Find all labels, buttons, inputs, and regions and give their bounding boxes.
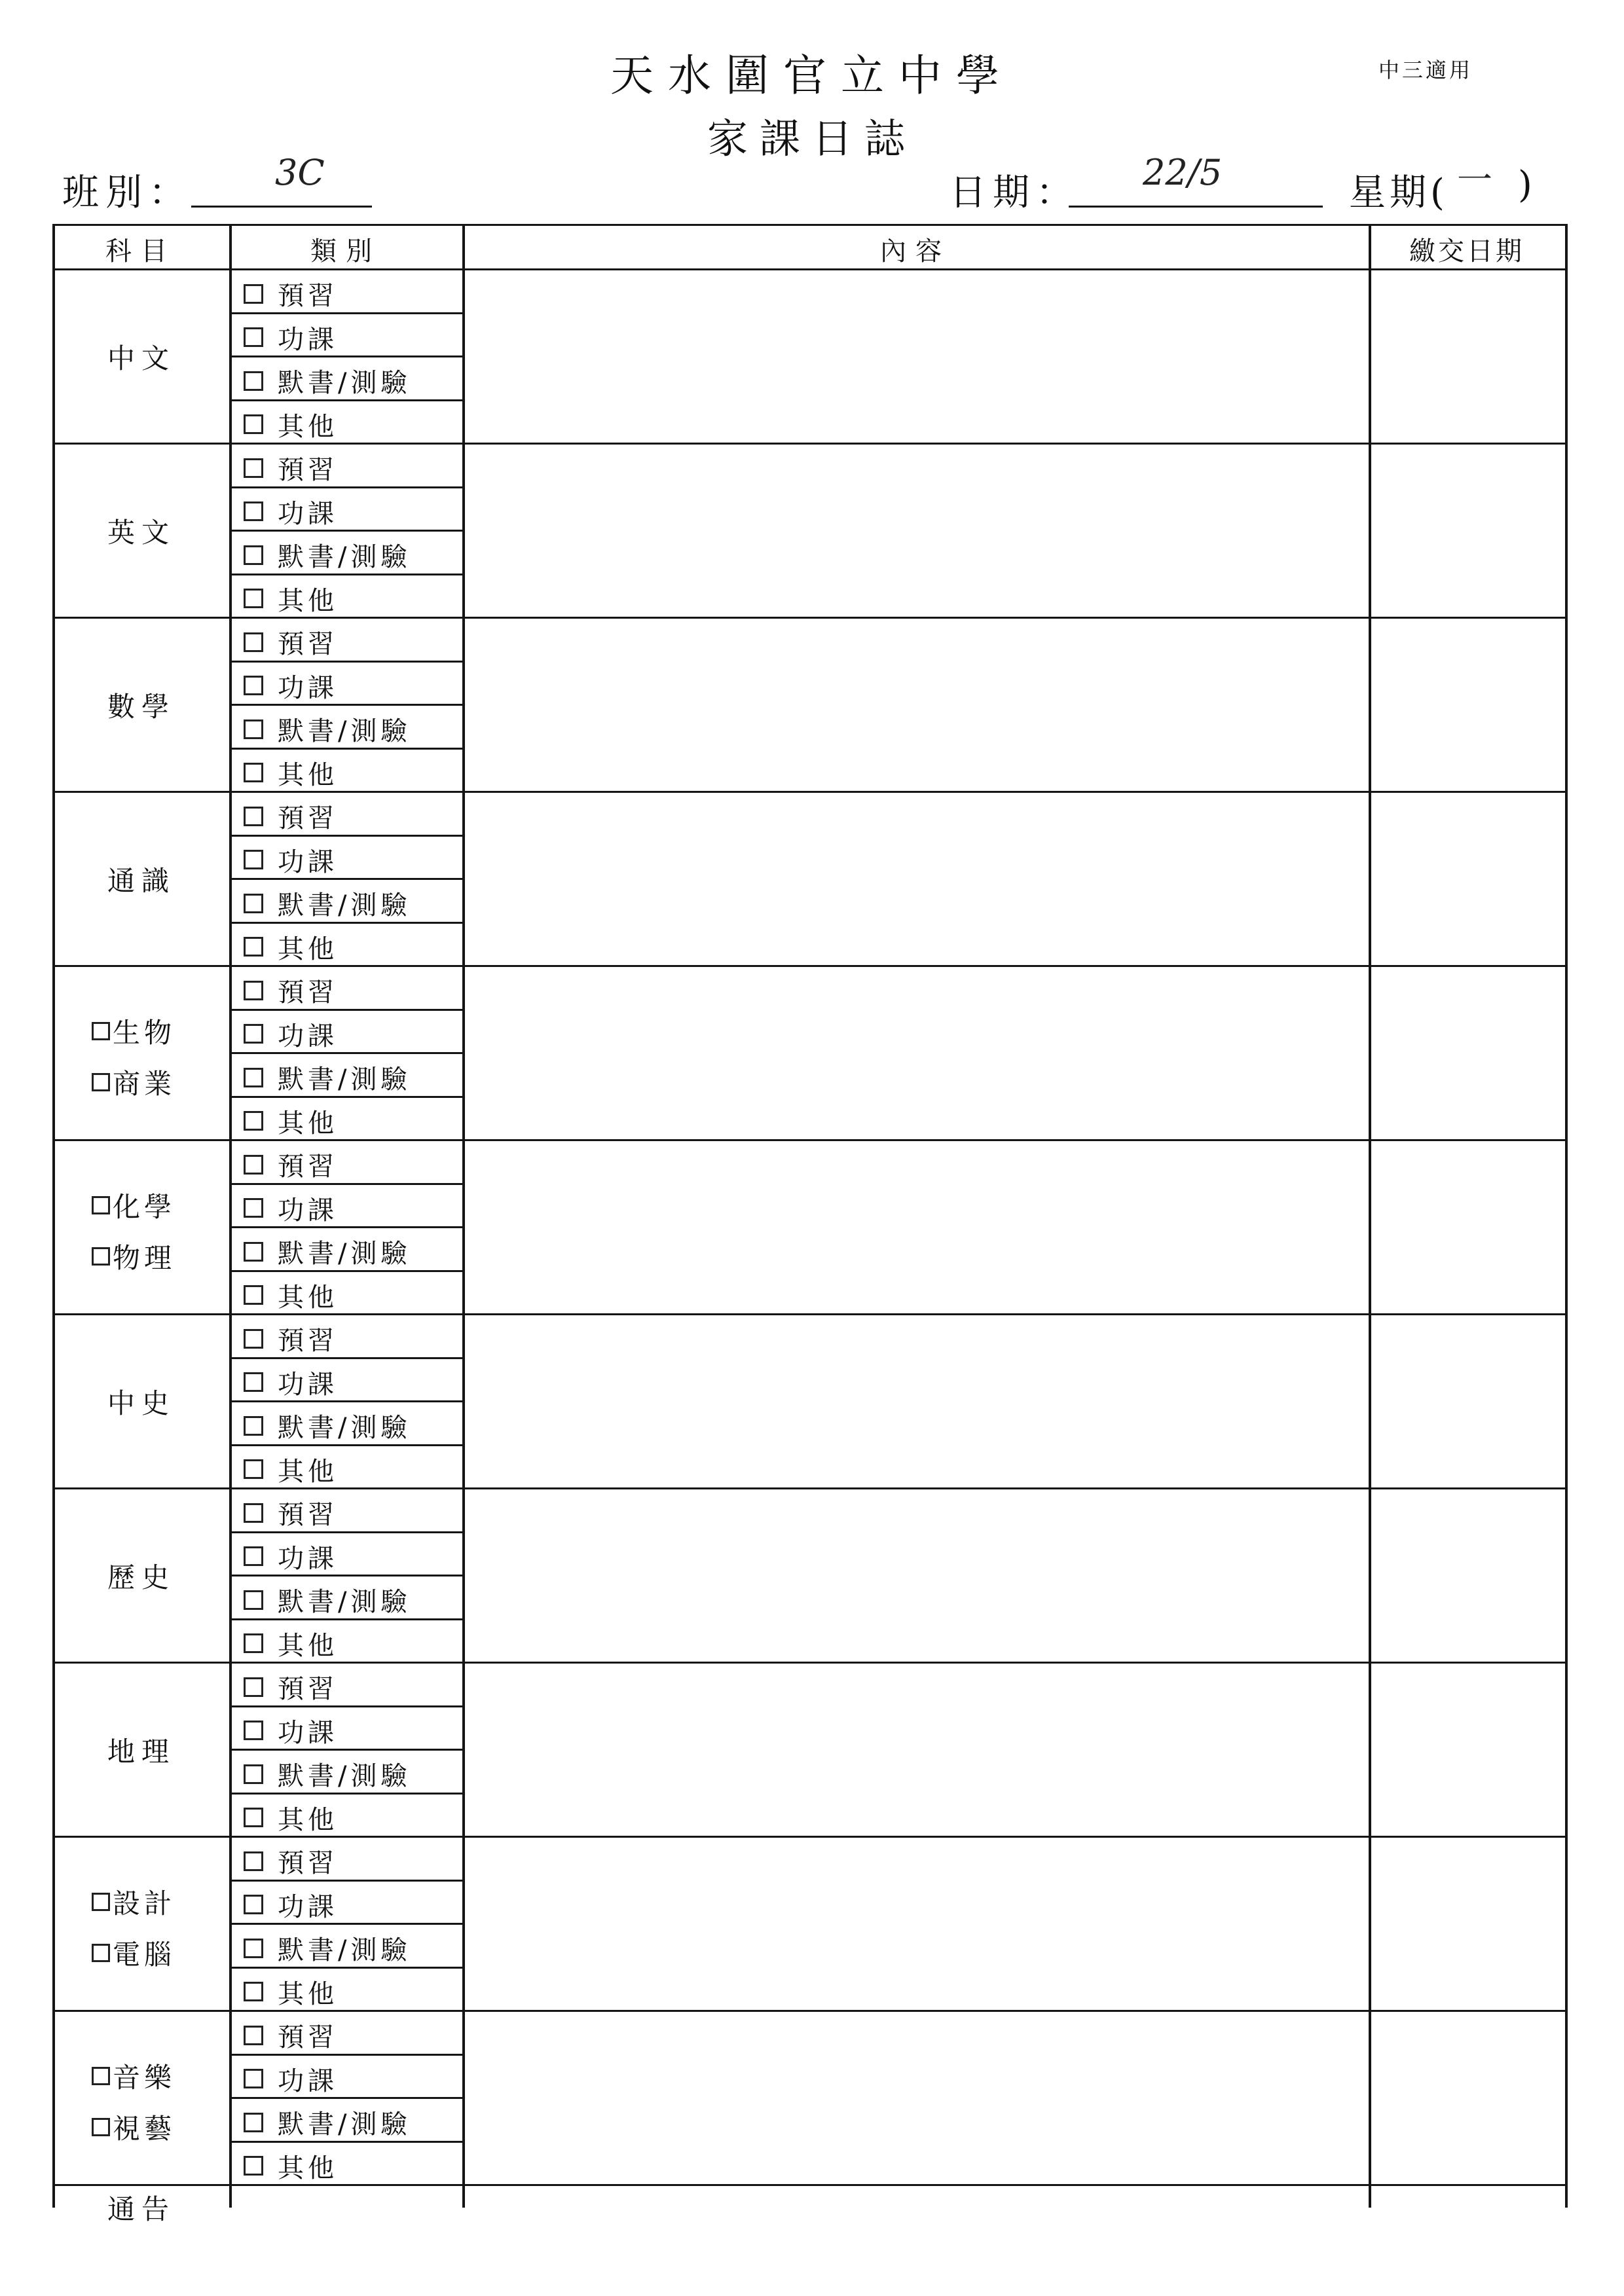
category-label: 功課: [278, 847, 338, 877]
checkbox-icon[interactable]: [244, 1503, 263, 1523]
category-label: 功課: [278, 1543, 338, 1574]
category-option[interactable]: [244, 1407, 411, 1444]
category-label: 默書/測驗: [278, 1413, 411, 1443]
checkbox-icon[interactable]: [92, 1247, 110, 1266]
table-right-border: [1565, 224, 1568, 2208]
checkbox-icon[interactable]: [244, 589, 263, 608]
category-label: 功課: [278, 1369, 338, 1400]
checkbox-icon[interactable]: [244, 1068, 263, 1087]
checkbox-icon[interactable]: [92, 2118, 110, 2136]
column-header-category: 類別: [310, 236, 381, 266]
subject-name: 音樂: [113, 2062, 176, 2094]
class-label: 班別：: [62, 172, 192, 214]
checkbox-icon[interactable]: [244, 1372, 263, 1392]
checkbox-icon[interactable]: [244, 676, 263, 695]
category-label: 默書/測驗: [278, 716, 411, 746]
due-date-cell[interactable]: [1371, 2012, 1565, 2184]
subject-name: 設計: [113, 1887, 176, 1920]
checkbox-icon[interactable]: [244, 1895, 263, 1914]
checkbox-icon[interactable]: [244, 1851, 263, 1871]
category-label: 預習: [278, 2022, 338, 2052]
category-option[interactable]: [244, 2147, 338, 2185]
due-date-cell[interactable]: [1371, 1664, 1565, 1836]
category-label: 預習: [278, 977, 338, 1008]
due-date-cell[interactable]: [1371, 1489, 1565, 1662]
category-label: 功課: [278, 1195, 338, 1226]
table-top-border: [52, 224, 1565, 226]
category-option[interactable]: [244, 319, 338, 356]
category-option[interactable]: [244, 1494, 338, 1531]
checkbox-icon[interactable]: [244, 807, 263, 826]
category-label: 其他: [278, 1282, 338, 1313]
checkbox-icon[interactable]: [244, 545, 263, 565]
content-cell[interactable]: [465, 793, 1369, 965]
category-label: 默書/測驗: [278, 1935, 411, 1965]
category-label: 功課: [278, 1717, 338, 1748]
checkbox-icon[interactable]: [244, 2069, 263, 2088]
class-underline: [191, 206, 372, 208]
category-label: 其他: [278, 1630, 338, 1661]
checkbox-icon[interactable]: [244, 981, 263, 1000]
checkbox-icon[interactable]: [92, 1893, 110, 1911]
category-label: 默書/測驗: [278, 1065, 411, 1095]
category-label: 其他: [278, 1108, 338, 1139]
category-label: 其他: [278, 759, 338, 790]
checkbox-icon[interactable]: [244, 1111, 263, 1131]
due-date-cell[interactable]: [1371, 445, 1565, 617]
checkbox-icon[interactable]: [244, 1285, 263, 1305]
category-option[interactable]: [244, 2104, 411, 2141]
category-label: 預習: [278, 1674, 338, 1704]
school-name: 天水圍官立中學: [610, 50, 1014, 101]
category-option[interactable]: [244, 449, 338, 486]
category-option[interactable]: [244, 1886, 338, 1923]
date-underline: [1069, 206, 1323, 208]
content-cell[interactable]: [465, 619, 1369, 791]
subject-choice[interactable]: [92, 2056, 175, 2096]
weekday-close: ): [1518, 164, 1539, 206]
category-option[interactable]: [244, 841, 338, 879]
checkbox-icon[interactable]: [92, 1196, 110, 1214]
category-label: 預習: [278, 803, 338, 833]
category-option[interactable]: [244, 1015, 338, 1053]
checkbox-icon[interactable]: [244, 763, 263, 782]
checkbox-icon[interactable]: [92, 2067, 110, 2085]
checkbox-icon[interactable]: [244, 720, 263, 739]
category-option[interactable]: [244, 1233, 411, 1270]
notice-label: 通告: [107, 2193, 175, 2225]
subject-name: 通識: [107, 865, 175, 897]
checkbox-icon[interactable]: [244, 1546, 263, 1566]
subject-name: 英文: [107, 517, 175, 549]
category-option[interactable]: [244, 1538, 338, 1575]
checkbox-icon[interactable]: [244, 371, 263, 391]
category-option[interactable]: [244, 1277, 338, 1314]
category-label: 預習: [278, 455, 338, 485]
column-header-due-date: 繳交日期: [1409, 236, 1524, 266]
subject-name: 歷史: [107, 1561, 175, 1594]
subject-choice[interactable]: [92, 1011, 175, 1051]
category-label: 其他: [278, 1978, 338, 2009]
subject-choice[interactable]: [92, 1186, 175, 1225]
category-option[interactable]: [244, 536, 411, 574]
notice-content-cell[interactable]: [465, 2186, 1369, 2208]
category-option[interactable]: [244, 754, 338, 792]
date-label: 日期：: [950, 172, 1079, 214]
category-label: 功課: [278, 672, 338, 703]
category-option[interactable]: [244, 623, 338, 661]
category-label: 預習: [278, 629, 338, 659]
checkbox-icon[interactable]: [92, 1022, 110, 1040]
category-option[interactable]: [244, 667, 338, 704]
subject-name: 中史: [107, 1387, 175, 1419]
checkbox-icon[interactable]: [244, 1939, 263, 1958]
category-option[interactable]: [244, 1320, 338, 1357]
category-label: 預習: [278, 1152, 338, 1182]
checkbox-icon[interactable]: [244, 1155, 263, 1175]
subject-name: 中文: [107, 342, 175, 374]
category-label: 其他: [278, 934, 338, 964]
category-option[interactable]: [244, 1059, 411, 1096]
category-label: 預習: [278, 281, 338, 311]
subject-name: 化學: [113, 1191, 176, 1223]
category-label: 其他: [278, 1456, 338, 1487]
subject-choice[interactable]: [92, 1882, 175, 1922]
category-option[interactable]: [244, 1146, 338, 1183]
class-value[interactable]: 3C: [275, 152, 325, 193]
category-option[interactable]: [244, 362, 411, 399]
due-date-cell[interactable]: [1371, 793, 1565, 965]
due-date-cell[interactable]: [1371, 270, 1565, 443]
category-label: 其他: [278, 1804, 338, 1835]
subject-name: 生物: [113, 1017, 176, 1049]
due-date-cell[interactable]: [1371, 619, 1565, 791]
checkbox-icon[interactable]: [244, 501, 263, 521]
category-option[interactable]: [244, 1102, 338, 1140]
category-label: 預習: [278, 1326, 338, 1356]
date-value[interactable]: 22/5: [1143, 152, 1223, 193]
category-label: 預習: [278, 1500, 338, 1530]
subject-choice-group: [92, 2056, 175, 2147]
subject-name: 地理: [107, 1736, 175, 1768]
category-label: 默書/測驗: [278, 1761, 411, 1791]
category-label: 默書/測驗: [278, 2109, 411, 2140]
category-option[interactable]: [244, 797, 338, 835]
category-option[interactable]: [244, 1712, 338, 1749]
checkbox-icon[interactable]: [244, 1982, 263, 2001]
checkbox-icon[interactable]: [244, 1242, 263, 1262]
category-option[interactable]: [244, 884, 411, 922]
content-cell[interactable]: [465, 1489, 1369, 1662]
category-option[interactable]: [244, 275, 338, 312]
due-date-cell[interactable]: [1371, 1141, 1565, 1313]
category-label: 其他: [278, 2153, 338, 2183]
category-label: 功課: [278, 324, 338, 355]
checkbox-icon[interactable]: [244, 1633, 263, 1653]
category-label: 其他: [278, 585, 338, 616]
category-option[interactable]: [244, 2060, 338, 2098]
category-option[interactable]: [244, 2016, 338, 2054]
checkbox-icon[interactable]: [244, 1024, 263, 1044]
column-header-content: 內容: [880, 236, 951, 266]
subject-choice[interactable]: [92, 2107, 175, 2147]
category-option[interactable]: [244, 1451, 338, 1488]
subject-choice-group: [92, 1011, 175, 1102]
checkbox-icon[interactable]: [244, 458, 263, 478]
category-option[interactable]: [244, 1668, 338, 1705]
checkbox-icon[interactable]: [244, 1416, 263, 1436]
content-cell[interactable]: [465, 1838, 1369, 2010]
category-option[interactable]: [244, 710, 411, 748]
subject-name: 電腦: [113, 1939, 176, 1971]
category-option[interactable]: [244, 928, 338, 966]
category-option[interactable]: [244, 1364, 338, 1401]
category-label: 默書/測驗: [278, 890, 411, 920]
checkbox-icon[interactable]: [244, 1677, 263, 1697]
category-label: 其他: [278, 411, 338, 442]
category-option[interactable]: [244, 406, 338, 443]
due-date-cell[interactable]: [1371, 1315, 1565, 1487]
content-cell[interactable]: [465, 1141, 1369, 1313]
checkbox-icon[interactable]: [244, 1808, 263, 1827]
category-label: 默書/測驗: [278, 542, 411, 572]
checkbox-icon[interactable]: [244, 894, 263, 913]
checkbox-icon[interactable]: [244, 414, 263, 434]
content-cell[interactable]: [465, 1664, 1369, 1836]
checkbox-icon[interactable]: [244, 284, 263, 304]
weekday-value[interactable]: 一: [1457, 159, 1492, 200]
checkbox-icon[interactable]: [244, 2026, 263, 2045]
subject-choice[interactable]: [92, 1933, 175, 1973]
checkbox-icon[interactable]: [92, 1944, 110, 1962]
category-option[interactable]: [244, 1190, 338, 1227]
category-label: 默書/測驗: [278, 1587, 411, 1617]
checkbox-icon[interactable]: [244, 2113, 263, 2132]
checkbox-icon[interactable]: [244, 1590, 263, 1610]
category-label: 功課: [278, 498, 338, 529]
content-cell[interactable]: [465, 1315, 1369, 1487]
checkbox-icon[interactable]: [92, 1073, 110, 1091]
checkbox-icon[interactable]: [244, 1329, 263, 1349]
subject-choice-group: [92, 1186, 175, 1276]
category-option[interactable]: [244, 1625, 338, 1662]
checkbox-icon[interactable]: [244, 2156, 263, 2176]
subject-name: 數學: [107, 691, 175, 723]
category-label: 預習: [278, 1848, 338, 1878]
category-label: 功課: [278, 1021, 338, 1051]
subject-name: 物理: [113, 1242, 176, 1274]
weekday-label: 星期(: [1349, 172, 1449, 214]
category-label: 默書/測驗: [278, 1239, 411, 1269]
category-option[interactable]: [244, 1581, 411, 1618]
content-cell[interactable]: [465, 2012, 1369, 2184]
column-header-subject: 科目: [105, 236, 176, 266]
category-option[interactable]: [244, 972, 338, 1009]
subject-name: 視藝: [113, 2113, 176, 2145]
checkbox-icon[interactable]: [244, 632, 263, 652]
checkbox-icon[interactable]: [244, 1459, 263, 1479]
document-title: 家課日誌: [707, 115, 917, 162]
category-option[interactable]: [244, 1755, 411, 1793]
content-cell[interactable]: [465, 270, 1369, 443]
category-label: 功課: [278, 2066, 338, 2096]
form-applicability-note: 中三適用: [1378, 58, 1473, 82]
subject-choice[interactable]: [92, 1237, 175, 1276]
due-date-cell[interactable]: [1371, 1838, 1565, 2010]
checkbox-icon[interactable]: [244, 1721, 263, 1740]
category-label: 功課: [278, 1891, 338, 1922]
content-cell[interactable]: [465, 445, 1369, 617]
subject-name: 商業: [113, 1068, 176, 1100]
subject-choice[interactable]: [92, 1063, 175, 1102]
category-option[interactable]: [244, 580, 338, 617]
category-option[interactable]: [244, 1929, 411, 1967]
category-label: 默書/測驗: [278, 368, 411, 398]
content-cell[interactable]: [465, 967, 1369, 1139]
category-option[interactable]: [244, 1842, 338, 1880]
category-option[interactable]: [244, 1799, 338, 1836]
checkbox-icon[interactable]: [244, 1198, 263, 1218]
checkbox-icon[interactable]: [244, 937, 263, 957]
subject-choice-group: [92, 1882, 175, 1973]
checkbox-icon[interactable]: [244, 850, 263, 869]
checkbox-icon[interactable]: [244, 1764, 263, 1784]
category-option[interactable]: [244, 1973, 338, 2011]
category-option[interactable]: [244, 493, 338, 530]
due-date-cell[interactable]: [1371, 967, 1565, 1139]
checkbox-icon[interactable]: [244, 327, 263, 347]
